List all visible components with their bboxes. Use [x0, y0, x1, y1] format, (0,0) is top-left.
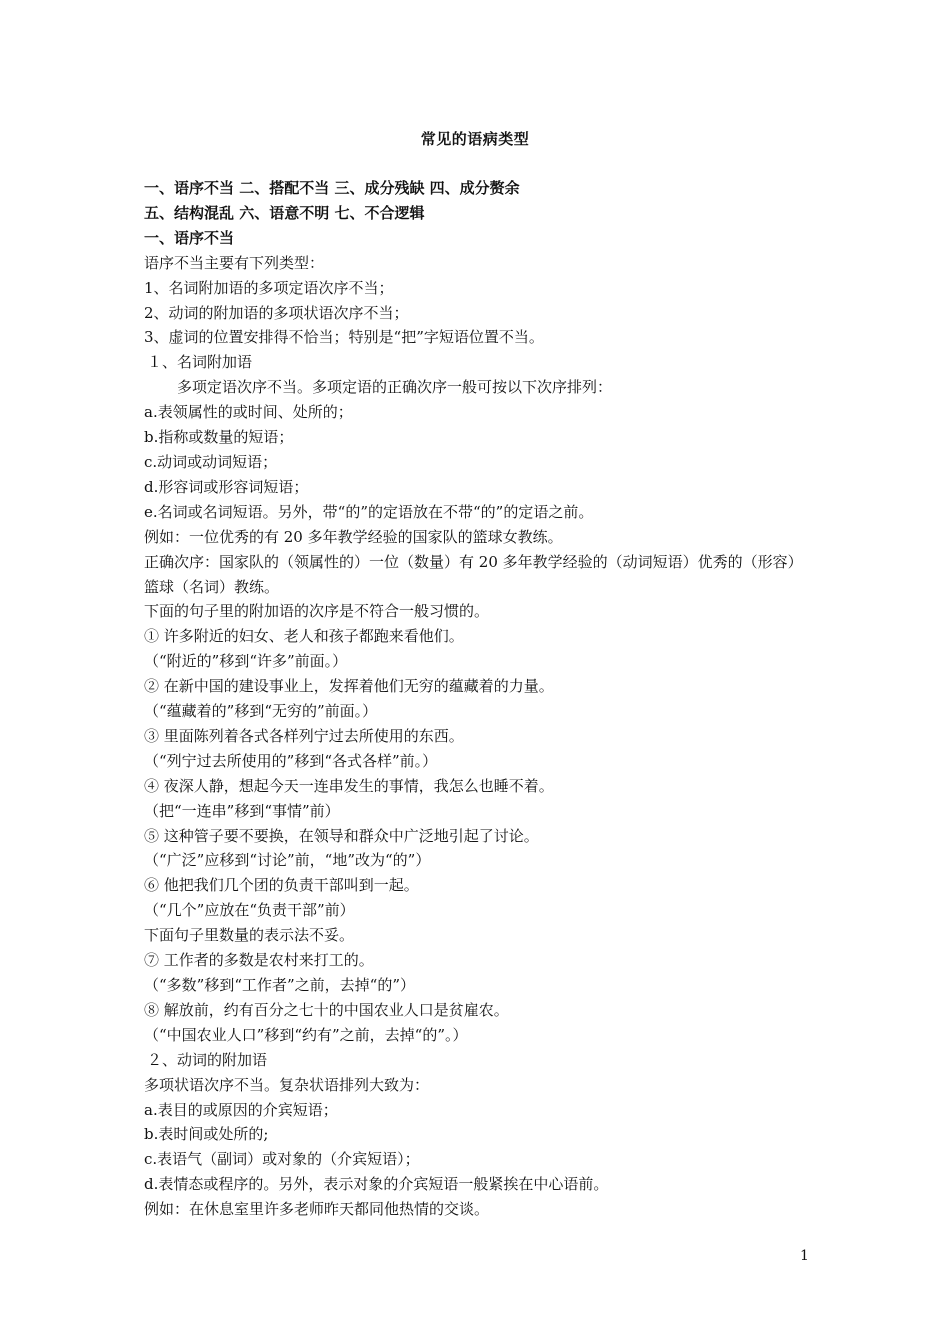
paragraph: 多项状语次序不当。复杂状语排列大致为： — [144, 1075, 430, 1094]
list-item: d.形容词或形容词短语； — [144, 477, 309, 496]
example-line: 例如：一位优秀的有 20 多年教学经验的国家队的篮球女教练。 — [144, 527, 563, 546]
correction-note: （“中国农业人口”移到“约有”之前，去掉“的”。） — [144, 1025, 468, 1044]
correction-note: （“附近的”移到“许多”前面。） — [144, 652, 348, 671]
category-list-line-1: 一、语序不当 二、搭配不当 三、成分残缺 四、成分赘余 — [144, 179, 520, 197]
list-item: 2、动词的附加语的多项状语次序不当； — [144, 303, 409, 322]
list-item: c.表语气（副词）或对象的（介宾短语）； — [144, 1150, 420, 1169]
paragraph: 下面句子里数量的表示法不妥。 — [144, 926, 355, 945]
page-title: 常见的语病类型 — [420, 130, 530, 148]
example-sentence: ④ 夜深人静，想起今天一连串发生的事情，我怎么也睡不着。 — [144, 776, 554, 795]
section-heading: 一、语序不当 — [144, 228, 235, 247]
list-item: a.表领属性的或时间、处所的； — [144, 403, 353, 422]
list-item: b.指称或数量的短语； — [144, 428, 294, 447]
example-sentence: ⑧ 解放前，约有百分之七十的中国农业人口是贫雇农。 — [144, 1000, 509, 1019]
correction-note: （把“一连串”移到“事情”前） — [144, 801, 340, 820]
list-item: e.名词或名词短语。另外，带“的”的定语放在不带“的”的定语之前。 — [144, 502, 594, 521]
list-item: 1、名词附加语的多项定语次序不当； — [144, 278, 394, 297]
correction-note: （“广泛”应移到“讨论”前，“地”改为“的”） — [144, 851, 431, 870]
example-sentence: ⑦ 工作者的多数是农村来打工的。 — [144, 951, 374, 970]
correct-order-paragraph: 正确次序：国家队的（领属性的）一位（数量）有 20 多年教学经验的（动词短语）优秀的（形容）篮球（名词）教练。 — [144, 552, 803, 596]
correction-note: （“几个”应放在“负责干部”前） — [144, 901, 355, 920]
list-item: d.表情态或程序的。另外，表示对象的介宾短语一般紧挨在中心语前。 — [144, 1175, 609, 1194]
paragraph: 下面的句子里的附加语的次序是不符合一般习惯的。 — [144, 602, 490, 621]
correction-note: （“列宁过去所使用的”移到“各式各样”前。） — [144, 751, 438, 770]
example-sentence: ⑤ 这种管子要不要换，在领导和群众中广泛地引起了讨论。 — [144, 826, 539, 845]
subsection-heading: １、名词附加语 — [147, 353, 253, 372]
correction-note: （“蕴藏着的”移到“无穷的”前面。） — [144, 702, 378, 721]
example-line: 例如：在休息室里许多老师昨天都同他热情的交谈。 — [144, 1200, 490, 1219]
list-item: a.表目的或原因的介宾短语； — [144, 1100, 338, 1119]
example-sentence: ③ 里面陈列着各式各样列宁过去所使用的东西。 — [144, 726, 464, 745]
subsection-heading: ２、动词的附加语 — [147, 1050, 268, 1069]
correction-note: （“多数”移到“工作者”之前，去掉“的”） — [144, 976, 416, 994]
page-number: 1 — [800, 1248, 809, 1264]
list-item: 3、虚词的位置安排得不恰当；特别是“把”字短语位置不当。 — [144, 328, 544, 347]
example-sentence: ② 在新中国的建设事业上，发挥着他们无穷的蕴藏着的力量。 — [144, 677, 554, 696]
category-list-line-2: 五、结构混乱 六、语意不明 七、不合逻辑 — [144, 203, 425, 222]
example-sentence: ⑥ 他把我们几个团的负责干部叫到一起。 — [144, 876, 419, 895]
list-item: c.动词或动词短语； — [144, 452, 278, 471]
list-item: b.表时间或处所的; — [144, 1125, 269, 1144]
paragraph: 语序不当主要有下列类型： — [144, 253, 325, 272]
example-sentence: ① 许多附近的妇女、老人和孩子都跑来看他们。 — [144, 627, 464, 646]
paragraph: 多项定语次序不当。多项定语的正确次序一般可按以下次序排列： — [177, 378, 613, 397]
document-body — [144, 176, 814, 1222]
